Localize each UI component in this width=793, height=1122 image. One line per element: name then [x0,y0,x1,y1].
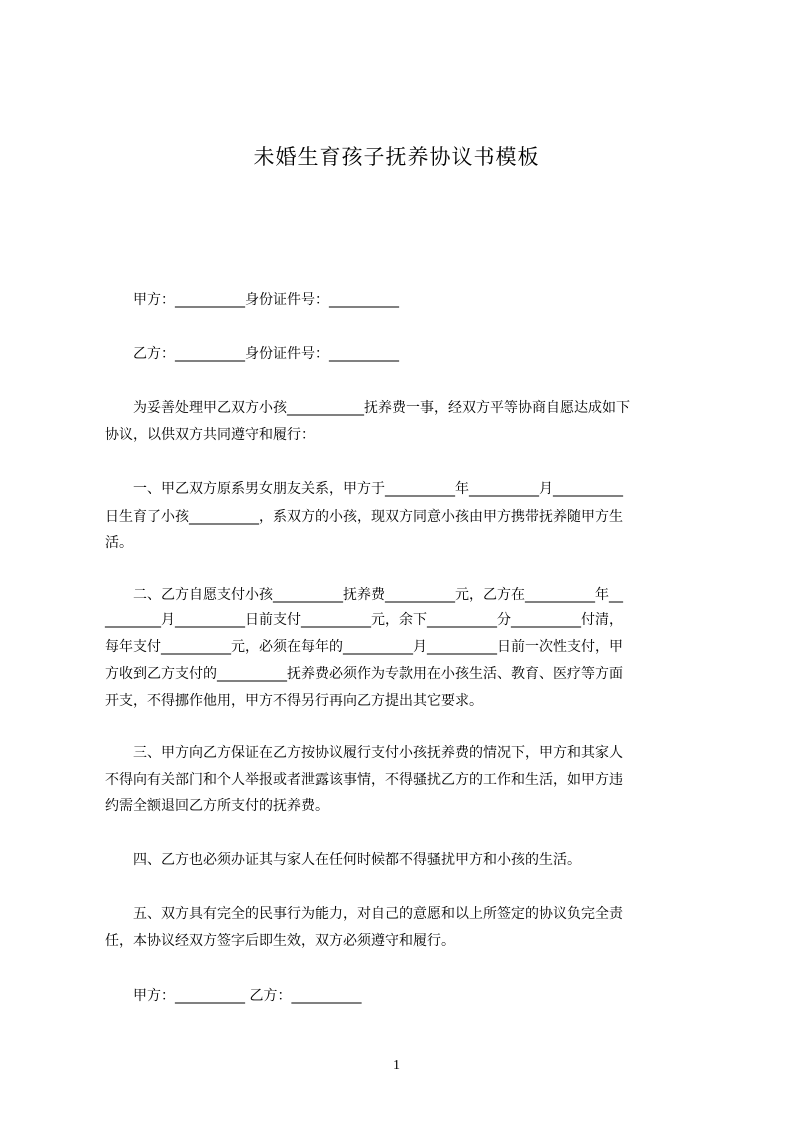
page-number: 1 [393,1058,400,1073]
signature-line: 甲方：__________ 乙方：__________ [105,988,362,1004]
clause-2-line-2: ________月__________日前支付__________元，余下__________分__________付清， [105,612,623,628]
clause-5-line-1: 五、双方具有完全的民事行为能力，对自己的意愿和以上所签定的协议负完全责 [105,906,623,922]
intro-line-1: 为妥善处理甲乙双方小孩___________抚养费一事，经双方平等协商自愿达成如下 [105,400,630,416]
clause-1-line-2: 日生育了小孩__________，系双方的小孩，现双方同意小孩由甲方携带抚养随甲方生 [105,509,623,525]
clause-3-line-2: 不得向有关部门和个人举报或者泄露该事情，不得骚扰乙方的工作和生活，如甲方违 [105,772,623,788]
clause-2-line-5: 开支，不得挪作他用，甲方不得另行再向乙方提出其它要求。 [105,693,483,709]
document-title: 未婚生育孩子抚养协议书模板 [253,145,540,169]
party-a-line: 甲方：__________身份证件号：__________ [105,292,399,308]
clause-1-line-3: 活。 [105,535,133,551]
clause-2-line-3: 每年支付__________元，必须在每年的__________月__________日前一次性支付，甲 [105,639,623,655]
clause-2-line-1: 二、乙方自愿支付小孩__________抚养费__________元，乙方在__________年__ [105,587,623,603]
clause-3-line-3: 约需全额退回乙方所支付的抚养费。 [105,798,329,814]
clause-4-line-1: 四、乙方也必须办证其与家人在任何时候都不得骚扰甲方和小孩的生活。 [105,852,581,868]
clause-1-line-1: 一、甲乙双方原系男女朋友关系，甲方于__________年__________月__________ [105,481,623,497]
clause-5-line-2: 任，本协议经双方签字后即生效，双方必须遵守和履行。 [105,933,455,949]
intro-line-2: 协议，以供双方共同遵守和履行： [105,427,315,443]
clause-3-line-1: 三、甲方向乙方保证在乙方按协议履行支付小孩抚养费的情况下，甲方和其家人 [105,745,623,761]
clause-2-line-4: 方收到乙方支付的__________抚养费必须作为专款用在小孩生活、教育、医疗等方面 [105,666,623,682]
party-b-line: 乙方：__________身份证件号：__________ [105,346,399,362]
